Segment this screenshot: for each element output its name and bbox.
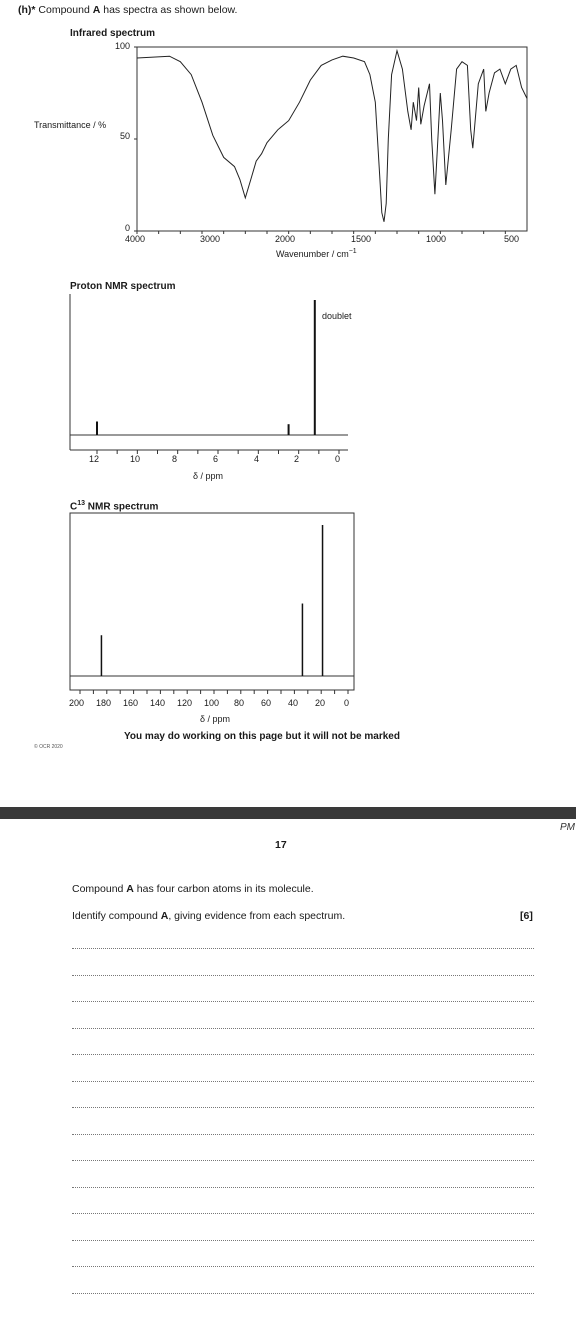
answer-line[interactable]: [72, 1134, 534, 1135]
answer-line[interactable]: [72, 975, 534, 976]
hnmr-peaks: [96, 300, 316, 435]
answer-line[interactable]: [72, 1160, 534, 1161]
answer-line[interactable]: [72, 1107, 534, 1108]
cnmr-peaks: [101, 525, 324, 676]
cnmr-title-post: NMR spectrum: [85, 501, 159, 513]
answer-line[interactable]: [72, 1001, 534, 1002]
ir-xtick-500: 500: [504, 234, 520, 244]
q-line-2-compound: A: [160, 910, 169, 922]
q-line-1: [72, 883, 314, 895]
hnmr-xtick-0: 0: [335, 454, 341, 464]
ir-title: Infrared spectrum: [70, 28, 156, 39]
cnmr-peak: [322, 525, 324, 676]
ir-ytick-100: 100: [115, 41, 131, 51]
q-line-2-post: , giving evidence from each spectrum.: [168, 910, 346, 922]
cnmr-peak: [101, 635, 103, 676]
q-line-1-compound: A: [126, 883, 134, 895]
cnmr-chart: [0, 510, 576, 700]
answer-line[interactable]: [72, 1240, 534, 1241]
cnmr-xtick-180: 180: [96, 698, 112, 708]
q-line-1-pre: Compound: [72, 883, 127, 895]
cnmr-xtick-120: 120: [177, 698, 193, 708]
ir-ylabel: Transmittance / %: [34, 120, 107, 130]
cnmr-xtick-140: 140: [150, 698, 166, 708]
cnmr-title-sup: 13: [77, 500, 86, 507]
cnmr-peak: [302, 604, 304, 676]
working-note: You may do working on this page but it will not be marked: [124, 731, 400, 742]
question-text-post: has spectra as shown below.: [100, 4, 238, 16]
hnmr-peak: [288, 424, 290, 435]
answer-line[interactable]: [72, 1187, 534, 1188]
hnmr-peak: [96, 422, 98, 436]
cnmr-ticks: [80, 690, 348, 694]
marks-badge: [6]: [520, 910, 533, 922]
answer-line[interactable]: [72, 1081, 534, 1082]
q-line-2-pre: Identify compound: [72, 910, 161, 922]
hnmr-xtick-10: 10: [130, 454, 141, 464]
hnmr-doublet-label: doublet: [322, 311, 352, 321]
cnmr-frame: [70, 513, 354, 690]
cnmr-xtick-100: 100: [204, 698, 220, 708]
hnmr-title: Proton NMR spectrum: [70, 281, 176, 292]
cnmr-xtick-60: 60: [261, 698, 272, 708]
cnmr-xtick-160: 160: [123, 698, 139, 708]
ir-xlabel: [276, 248, 357, 259]
question-label: (h)*: [18, 4, 36, 16]
ir-xtick-3000: 3000: [200, 234, 221, 244]
answer-line[interactable]: [72, 1054, 534, 1055]
ir-xlabel-text: Wavenumber / cm: [276, 249, 349, 259]
answer-line[interactable]: [72, 1266, 534, 1267]
hnmr-xtick-12: 12: [89, 454, 100, 464]
ir-ytick-50: 50: [120, 131, 131, 141]
cnmr-xlabel: δ / ppm: [200, 714, 231, 724]
ir-xtick-1000: 1000: [426, 234, 447, 244]
ir-frame: [137, 47, 527, 231]
ir-xtick-4000: 4000: [125, 234, 146, 244]
answer-line[interactable]: [72, 1028, 534, 1029]
cnmr-xtick-40: 40: [288, 698, 299, 708]
q-line-2: [72, 910, 345, 922]
ir-ytick-0: 0: [125, 223, 131, 233]
page-break-bar: [0, 807, 576, 819]
answer-line[interactable]: [72, 948, 534, 949]
cnmr-xtick-0: 0: [344, 698, 350, 708]
cnmr-xtick-20: 20: [315, 698, 326, 708]
cnmr-xtick-80: 80: [234, 698, 245, 708]
question-compound: A: [92, 4, 101, 16]
hnmr-chart: [0, 290, 576, 460]
page-number: 17: [275, 839, 287, 851]
answer-line[interactable]: [72, 1213, 534, 1214]
answer-line[interactable]: [72, 1293, 534, 1294]
hnmr-xtick-6: 6: [213, 454, 219, 464]
corner-mark: PM: [560, 822, 575, 833]
question-text-pre: Compound: [38, 4, 93, 16]
hnmr-xtick-4: 4: [254, 454, 260, 464]
copyright: © OCR 2020: [34, 744, 63, 750]
ir-xtick-1500: 1500: [351, 234, 372, 244]
ir-xlabel-sup: −1: [348, 248, 357, 255]
hnmr-xtick-2: 2: [294, 454, 300, 464]
cnmr-xtick-200: 200: [69, 698, 85, 708]
hnmr-xlabel: δ / ppm: [193, 471, 224, 481]
q-line-1-post: has four carbon atoms in its molecule.: [133, 883, 314, 895]
ir-xtick-2000: 2000: [275, 234, 296, 244]
ir-trace: [137, 51, 527, 222]
ir-chart: [0, 0, 576, 260]
hnmr-xtick-8: 8: [172, 454, 178, 464]
ir-ticks: [134, 47, 505, 234]
hnmr-peak: [314, 300, 316, 435]
cnmr-title-pre: C: [70, 501, 78, 513]
